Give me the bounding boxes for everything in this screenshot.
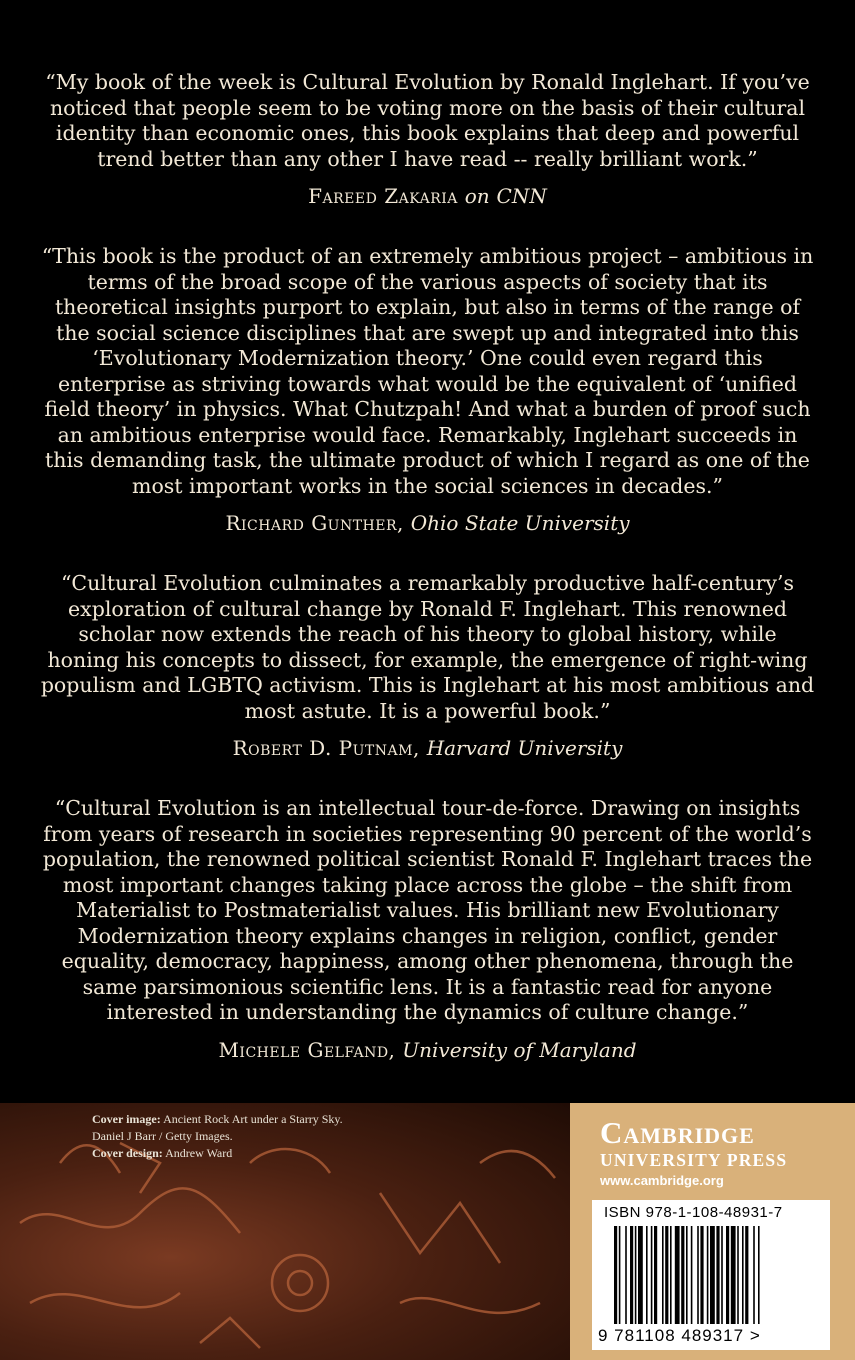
- barcode-bar: [726, 1226, 729, 1324]
- barcode-bar: [737, 1226, 739, 1324]
- credit-image-source: Daniel J Barr / Getty Images.: [92, 1129, 233, 1143]
- barcode-digits: 9 781108 489317 >: [598, 1326, 761, 1345]
- barcode-bar: [662, 1226, 664, 1324]
- credit-image-label: Cover image:: [92, 1112, 161, 1126]
- attribution-affiliation: Harvard University: [426, 736, 623, 760]
- attribution-connector: on: [464, 184, 490, 208]
- barcode-icon: [614, 1226, 814, 1324]
- barcode-bar: [635, 1226, 637, 1324]
- barcode-bar: [716, 1226, 719, 1324]
- barcode-bar: [745, 1226, 748, 1324]
- barcode-bar: [721, 1226, 723, 1324]
- attribution-name: Fareed Zakaria: [308, 184, 458, 208]
- barcode-bar: [625, 1226, 627, 1324]
- attribution-affiliation: CNN: [496, 184, 547, 208]
- barcode-bar: [758, 1226, 760, 1324]
- bottom-band: [0, 1103, 855, 1360]
- attribution-zakaria: [0, 184, 855, 208]
- barcode-bar: [686, 1226, 688, 1324]
- credit-design-text: Andrew Ward: [165, 1146, 233, 1160]
- barcode-bar: [707, 1226, 709, 1324]
- barcode-bar: [665, 1226, 668, 1324]
- barcode-bar: [630, 1226, 633, 1324]
- barcode-bar: [691, 1226, 693, 1324]
- barcode-bar: [742, 1226, 744, 1324]
- attribution-gelfand: [0, 1038, 855, 1062]
- quote-gelfand: “Cultural Evolution is an intellectual tour-de-force. Drawing on insights from years of research in societies representing 90 percent of the world’s population, the renowned political scientist Ronald F. Inglehart traces the most important changes taking place across the globe – the shift from Materialist to Postmaterialist values. His brilliant new Evolutionary Modernization theory explains changes in religion, conflict, gender equality, democracy, happiness, among other phenomena, through the same parsimonious scientific lens. It is a fantastic read for anyone interested in understanding the dynamics of culture change.”: [42, 796, 813, 1024]
- publisher-subtitle: UNIVERSITY PRESS: [600, 1150, 788, 1170]
- barcode-bar: [638, 1226, 643, 1324]
- quote-zakaria: “My book of the week is Cultural Evolution by Ronald Inglehart. If you’ve noticed that people seem to be voting more on the basis of their cultural identity than economic ones, this book explains that deep and powerful trend better than any other I have read -- really brilliant work.”: [45, 70, 810, 171]
- barcode-bar: [619, 1226, 621, 1324]
- attribution-gunther: [0, 511, 855, 535]
- barcode-bar: [731, 1226, 736, 1324]
- barcode-box: [592, 1200, 830, 1350]
- barcode-bar: [681, 1226, 684, 1324]
- barcode-bar: [710, 1226, 715, 1324]
- isbn-label: ISBN 978-1-108-48931-7: [604, 1204, 783, 1221]
- credit-design-label: Cover design:: [92, 1146, 163, 1160]
- attribution-affiliation: Ohio State University: [410, 511, 630, 535]
- publisher-name: Cambridge: [600, 1115, 755, 1150]
- publisher-panel: [570, 1103, 855, 1360]
- barcode-bar: [654, 1226, 657, 1324]
- credit-image-text: Ancient Rock Art under a Starry Sky.: [163, 1112, 343, 1126]
- attribution-name: Michele Gelfand,: [218, 1037, 396, 1062]
- barcode-bar: [614, 1226, 617, 1324]
- quote-gunther: “This book is the product of an extremely ambitious project – ambitious in terms of the broad scope of the various aspects of society that its theoretical insights purport to explain, but also in terms of the range of the social science disciplines that are swept up and integrated into this ‘Evolutionary Modernization theory.’ One could even regard this enterprise as striving towards what would be the equivalent of ‘unified field theory’ in physics. What Chutzpah! And what a burden of proof such an ambitious enterprise would face. Remarkably, Inglehart succeeds in this demanding task, the ultimate product of which I regard as one of the most important works in the social sciences in decades.”: [41, 244, 814, 498]
- attribution-name: Robert D. Putnam,: [232, 736, 420, 760]
- barcode-bar: [651, 1226, 653, 1324]
- publisher-url: www.cambridge.org: [600, 1173, 724, 1188]
- barcode-bar: [697, 1226, 699, 1324]
- quote-putnam: “Cultural Evolution culminates a remarkably productive half-century’s exploration of cultural change by Ronald F. Inglehart. This renowned scholar now extends the reach of his theory to global history, while honing his concepts to dissect, for example, the emergence of right-wing populism and LGBTQ activism. This is Inglehart at his most ambitious and most astute. It is a powerful book.”: [40, 571, 815, 723]
- barcode-bar: [675, 1226, 680, 1324]
- attribution-affiliation: University of Maryland: [402, 1037, 637, 1062]
- endorsements: [0, 70, 855, 1098]
- barcode-bar: [646, 1226, 648, 1324]
- barcode-bar: [753, 1226, 755, 1324]
- barcode-bar: [700, 1226, 703, 1324]
- barcode-bar: [670, 1226, 672, 1324]
- rock-art-image: [0, 1103, 570, 1360]
- cover-credits: [92, 1111, 343, 1162]
- attribution-name: Richard Gunther,: [225, 511, 404, 535]
- attribution-putnam: [0, 736, 855, 760]
